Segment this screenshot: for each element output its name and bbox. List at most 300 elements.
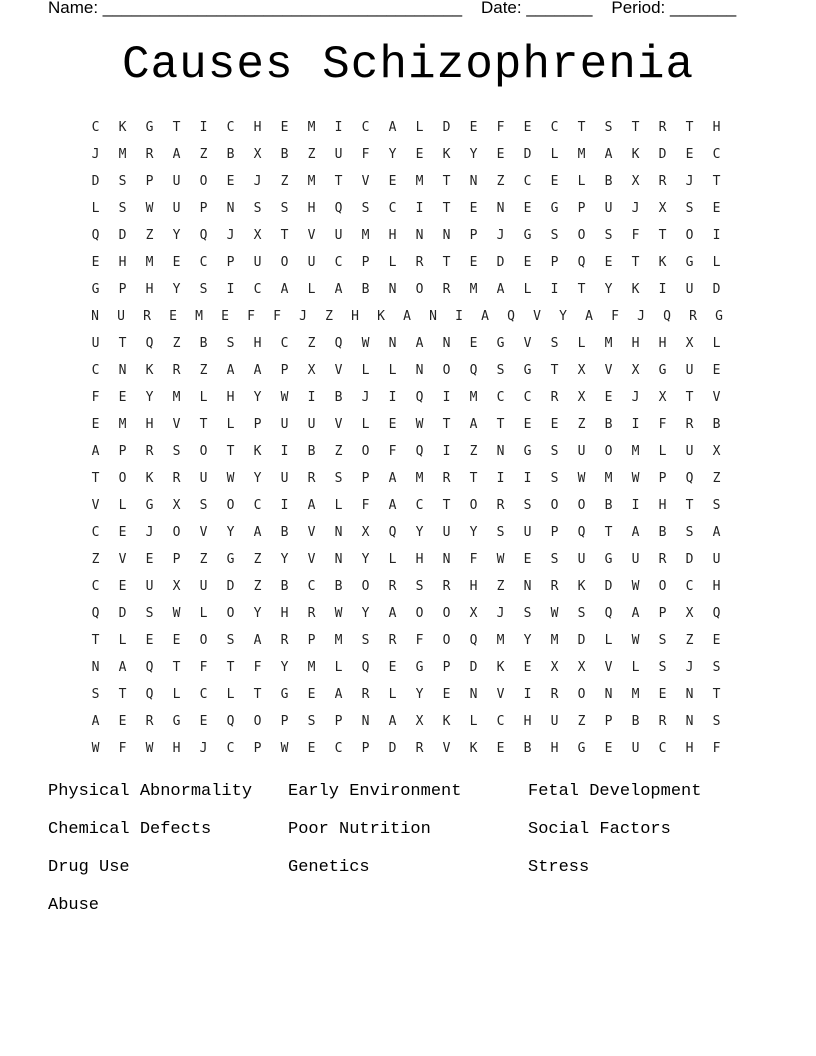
- word-bank-item: Chemical Defects: [48, 820, 212, 839]
- grid-letter: K: [631, 147, 640, 162]
- grid-letter: L: [118, 633, 127, 648]
- grid-letter: Q: [604, 606, 613, 621]
- grid-letter: O: [415, 282, 424, 297]
- grid-letter: R: [658, 120, 667, 135]
- grid-letter: Z: [307, 147, 316, 162]
- grid-letter: T: [172, 120, 181, 135]
- grid-letter: X: [685, 606, 694, 621]
- grid-letter: U: [631, 552, 640, 567]
- grid-letter: E: [307, 687, 316, 702]
- grid-row: [82, 303, 732, 330]
- grid-letter: Q: [91, 228, 100, 243]
- grid-letter: Q: [334, 201, 343, 216]
- grid-letter: D: [226, 579, 235, 594]
- grid-letter: N: [685, 687, 694, 702]
- grid-letter: N: [685, 714, 694, 729]
- grid-letter: C: [253, 282, 262, 297]
- grid-letter: A: [307, 498, 316, 513]
- grid-letter: Z: [577, 714, 586, 729]
- grid-letter: C: [415, 498, 424, 513]
- grid-letter: L: [307, 282, 316, 297]
- grid-letter: E: [145, 552, 154, 567]
- grid-letter: R: [307, 606, 316, 621]
- grid-letter: L: [577, 336, 586, 351]
- grid-letter: S: [685, 525, 694, 540]
- word-bank: [48, 780, 768, 917]
- grid-letter: R: [550, 390, 559, 405]
- grid-letter: H: [280, 606, 289, 621]
- grid-letter: V: [118, 552, 127, 567]
- grid-letter: J: [496, 606, 505, 621]
- grid-letter: M: [469, 390, 478, 405]
- grid-letter: E: [469, 336, 478, 351]
- grid-letter: R: [550, 687, 559, 702]
- grid-letter: S: [550, 228, 559, 243]
- grid-letter: L: [388, 552, 397, 567]
- grid-letter: A: [469, 417, 478, 432]
- grid-letter: E: [118, 390, 127, 405]
- grid-letter: A: [403, 309, 411, 324]
- grid-letter: Q: [199, 228, 208, 243]
- grid-letter: G: [523, 228, 532, 243]
- grid-letter: A: [481, 309, 489, 324]
- grid-letter: E: [712, 633, 721, 648]
- grid-letter: K: [145, 363, 154, 378]
- grid-letter: F: [658, 417, 667, 432]
- grid-letter: I: [199, 120, 208, 135]
- grid-letter: R: [172, 363, 181, 378]
- grid-letter: I: [712, 228, 721, 243]
- grid-letter: T: [118, 336, 127, 351]
- grid-letter: D: [496, 255, 505, 270]
- grid-letter: L: [577, 174, 586, 189]
- grid-letter: B: [361, 282, 370, 297]
- grid-letter: A: [118, 660, 127, 675]
- grid-letter: M: [604, 471, 613, 486]
- grid-letter: G: [523, 363, 532, 378]
- grid-letter: U: [442, 525, 451, 540]
- grid-letter: C: [496, 714, 505, 729]
- grid-letter: N: [429, 309, 437, 324]
- grid-letter: E: [221, 309, 229, 324]
- grid-letter: C: [523, 390, 532, 405]
- grid-letter: W: [631, 579, 640, 594]
- grid-letter: A: [172, 147, 181, 162]
- grid-letter: E: [604, 255, 613, 270]
- grid-letter: T: [226, 444, 235, 459]
- grid-letter: E: [523, 552, 532, 567]
- grid-letter: L: [415, 120, 424, 135]
- grid-letter: W: [496, 552, 505, 567]
- grid-letter: T: [253, 687, 262, 702]
- grid-letter: V: [199, 525, 208, 540]
- grid-letter: G: [415, 660, 424, 675]
- grid-letter: I: [658, 282, 667, 297]
- grid-letter: B: [280, 579, 289, 594]
- grid-letter: S: [145, 606, 154, 621]
- grid-letter: V: [523, 336, 532, 351]
- grid-letter: N: [496, 444, 505, 459]
- grid-letter: S: [226, 633, 235, 648]
- grid-letter: C: [712, 147, 721, 162]
- word-bank-item: Poor Nutrition: [288, 820, 431, 839]
- grid-letter: X: [712, 444, 721, 459]
- grid-letter: L: [361, 417, 370, 432]
- grid-letter: T: [631, 120, 640, 135]
- grid-letter: V: [334, 363, 343, 378]
- grid-letter: O: [577, 498, 586, 513]
- grid-letter: N: [334, 552, 343, 567]
- grid-letter: F: [712, 741, 721, 756]
- grid-letter: H: [712, 579, 721, 594]
- grid-letter: E: [91, 255, 100, 270]
- grid-letter: W: [91, 741, 100, 756]
- grid-letter: Z: [199, 552, 208, 567]
- grid-letter: W: [280, 390, 289, 405]
- word-bank-item: Physical Abnormality: [48, 782, 253, 801]
- grid-letter: L: [550, 147, 559, 162]
- grid-row: [82, 141, 732, 168]
- grid-letter: B: [280, 525, 289, 540]
- grid-letter: H: [469, 579, 478, 594]
- grid-letter: S: [496, 363, 505, 378]
- grid-letter: O: [118, 471, 127, 486]
- grid-letter: H: [351, 309, 359, 324]
- grid-letter: X: [253, 147, 262, 162]
- grid-letter: X: [469, 606, 478, 621]
- grid-letter: A: [253, 525, 262, 540]
- grid-letter: R: [388, 579, 397, 594]
- grid-letter: F: [415, 633, 424, 648]
- grid-letter: U: [280, 471, 289, 486]
- grid-letter: U: [172, 201, 181, 216]
- grid-letter: M: [415, 174, 424, 189]
- grid-letter: J: [299, 309, 307, 324]
- grid-letter: L: [172, 687, 181, 702]
- grid-letter: C: [199, 687, 208, 702]
- grid-letter: T: [226, 660, 235, 675]
- grid-letter: X: [550, 660, 559, 675]
- grid-letter: R: [388, 633, 397, 648]
- grid-letter: P: [253, 417, 262, 432]
- grid-letter: K: [145, 471, 154, 486]
- grid-letter: E: [712, 201, 721, 216]
- grid-letter: A: [712, 525, 721, 540]
- grid-letter: Y: [469, 525, 478, 540]
- grid-letter: J: [631, 201, 640, 216]
- grid-letter: S: [712, 660, 721, 675]
- grid-letter: Y: [145, 390, 154, 405]
- grid-letter: P: [145, 174, 154, 189]
- grid-letter: T: [442, 201, 451, 216]
- grid-letter: E: [658, 687, 667, 702]
- grid-letter: S: [550, 336, 559, 351]
- grid-letter: C: [334, 741, 343, 756]
- grid-letter: S: [280, 201, 289, 216]
- grid-letter: D: [442, 120, 451, 135]
- grid-letter: M: [469, 282, 478, 297]
- grid-letter: X: [253, 228, 262, 243]
- grid-letter: U: [685, 363, 694, 378]
- grid-letter: R: [496, 498, 505, 513]
- grid-letter: Q: [145, 660, 154, 675]
- grid-letter: L: [523, 282, 532, 297]
- grid-letter: C: [226, 741, 235, 756]
- grid-row: [82, 492, 732, 519]
- grid-letter: S: [199, 282, 208, 297]
- grid-letter: U: [577, 552, 586, 567]
- grid-letter: R: [361, 687, 370, 702]
- grid-letter: B: [631, 714, 640, 729]
- grid-letter: P: [118, 282, 127, 297]
- grid-letter: S: [658, 633, 667, 648]
- grid-letter: S: [307, 714, 316, 729]
- grid-letter: P: [280, 363, 289, 378]
- grid-letter: I: [388, 390, 397, 405]
- grid-letter: I: [523, 471, 532, 486]
- grid-letter: S: [604, 228, 613, 243]
- grid-letter: C: [91, 525, 100, 540]
- grid-letter: P: [307, 633, 316, 648]
- grid-letter: Q: [712, 606, 721, 621]
- grid-letter: G: [577, 741, 586, 756]
- grid-letter: W: [631, 633, 640, 648]
- grid-row: [82, 600, 732, 627]
- grid-letter: X: [685, 336, 694, 351]
- grid-letter: V: [307, 525, 316, 540]
- grid-letter: Q: [334, 336, 343, 351]
- grid-letter: M: [361, 228, 370, 243]
- grid-letter: T: [469, 471, 478, 486]
- grid-letter: B: [199, 336, 208, 351]
- grid-row: [82, 573, 732, 600]
- grid-letter: S: [550, 552, 559, 567]
- grid-letter: S: [523, 606, 532, 621]
- grid-letter: K: [377, 309, 385, 324]
- grid-letter: T: [577, 282, 586, 297]
- grid-letter: K: [253, 444, 262, 459]
- grid-letter: Z: [199, 147, 208, 162]
- grid-letter: D: [388, 741, 397, 756]
- grid-letter: R: [442, 282, 451, 297]
- grid-row: [82, 519, 732, 546]
- grid-letter: E: [415, 147, 424, 162]
- grid-letter: J: [631, 390, 640, 405]
- grid-letter: T: [91, 471, 100, 486]
- grid-letter: R: [172, 471, 181, 486]
- grid-letter: X: [577, 363, 586, 378]
- grid-letter: T: [118, 687, 127, 702]
- grid-letter: T: [685, 120, 694, 135]
- grid-letter: W: [172, 606, 181, 621]
- grid-letter: E: [307, 741, 316, 756]
- grid-letter: A: [226, 363, 235, 378]
- grid-letter: U: [685, 444, 694, 459]
- grid-letter: A: [388, 471, 397, 486]
- grid-row: [82, 681, 732, 708]
- grid-letter: L: [334, 498, 343, 513]
- grid-letter: G: [226, 552, 235, 567]
- grid-letter: P: [226, 255, 235, 270]
- grid-letter: H: [388, 228, 397, 243]
- grid-letter: L: [361, 363, 370, 378]
- grid-letter: R: [145, 147, 154, 162]
- grid-letter: T: [631, 255, 640, 270]
- grid-letter: H: [658, 336, 667, 351]
- grid-letter: W: [415, 417, 424, 432]
- grid-letter: E: [118, 714, 127, 729]
- grid-letter: Z: [469, 444, 478, 459]
- grid-letter: A: [496, 282, 505, 297]
- grid-letter: A: [388, 606, 397, 621]
- grid-letter: C: [496, 390, 505, 405]
- grid-letter: N: [118, 363, 127, 378]
- grid-letter: Z: [577, 417, 586, 432]
- grid-letter: I: [455, 309, 463, 324]
- grid-letter: A: [334, 687, 343, 702]
- grid-letter: G: [685, 255, 694, 270]
- grid-letter: M: [307, 120, 316, 135]
- grid-letter: I: [334, 120, 343, 135]
- grid-letter: G: [523, 444, 532, 459]
- grid-letter: Y: [415, 687, 424, 702]
- grid-letter: Z: [325, 309, 333, 324]
- grid-letter: Z: [496, 579, 505, 594]
- word-bank-item: Social Factors: [528, 820, 671, 839]
- grid-letter: U: [280, 417, 289, 432]
- grid-letter: A: [604, 147, 613, 162]
- grid-letter: A: [253, 363, 262, 378]
- grid-letter: R: [145, 714, 154, 729]
- grid-letter: O: [226, 606, 235, 621]
- grid-letter: T: [685, 390, 694, 405]
- grid-letter: E: [172, 255, 181, 270]
- grid-letter: A: [253, 633, 262, 648]
- grid-letter: S: [685, 201, 694, 216]
- grid-letter: C: [91, 579, 100, 594]
- grid-letter: Y: [415, 525, 424, 540]
- grid-letter: R: [307, 471, 316, 486]
- grid-letter: O: [199, 174, 208, 189]
- grid-letter: W: [280, 741, 289, 756]
- grid-letter: J: [685, 174, 694, 189]
- grid-letter: P: [199, 201, 208, 216]
- grid-letter: U: [577, 444, 586, 459]
- grid-letter: C: [280, 336, 289, 351]
- grid-letter: S: [523, 498, 532, 513]
- grid-letter: D: [469, 660, 478, 675]
- grid-letter: X: [172, 579, 181, 594]
- grid-letter: P: [334, 714, 343, 729]
- grid-letter: X: [631, 174, 640, 189]
- grid-letter: T: [442, 417, 451, 432]
- grid-letter: O: [361, 579, 370, 594]
- grid-letter: L: [199, 390, 208, 405]
- grid-letter: E: [523, 255, 532, 270]
- grid-letter: S: [712, 498, 721, 513]
- grid-letter: T: [712, 174, 721, 189]
- grid-letter: I: [550, 282, 559, 297]
- grid-letter: A: [631, 606, 640, 621]
- grid-letter: S: [361, 201, 370, 216]
- grid-letter: T: [577, 120, 586, 135]
- grid-letter: B: [226, 147, 235, 162]
- grid-letter: S: [91, 687, 100, 702]
- grid-letter: R: [143, 309, 151, 324]
- grid-letter: Z: [496, 174, 505, 189]
- grid-letter: J: [637, 309, 645, 324]
- grid-letter: E: [712, 363, 721, 378]
- grid-letter: A: [388, 120, 397, 135]
- grid-letter: Y: [172, 282, 181, 297]
- grid-letter: C: [658, 741, 667, 756]
- grid-letter: Q: [91, 606, 100, 621]
- grid-letter: M: [631, 687, 640, 702]
- grid-row: [82, 546, 732, 573]
- grid-letter: V: [712, 390, 721, 405]
- grid-letter: U: [685, 282, 694, 297]
- grid-letter: N: [388, 282, 397, 297]
- grid-letter: P: [118, 444, 127, 459]
- grid-letter: C: [361, 120, 370, 135]
- grid-letter: U: [334, 147, 343, 162]
- grid-letter: I: [442, 444, 451, 459]
- grid-letter: Y: [361, 552, 370, 567]
- grid-letter: S: [604, 120, 613, 135]
- grid-letter: J: [199, 741, 208, 756]
- grid-letter: Z: [172, 336, 181, 351]
- letter-grid: [82, 114, 732, 762]
- grid-letter: O: [550, 498, 559, 513]
- grid-letter: R: [658, 714, 667, 729]
- grid-row: [82, 114, 732, 141]
- grid-letter: D: [577, 633, 586, 648]
- grid-letter: Z: [712, 471, 721, 486]
- grid-letter: L: [388, 687, 397, 702]
- grid-letter: K: [658, 255, 667, 270]
- grid-letter: B: [334, 390, 343, 405]
- grid-letter: C: [307, 579, 316, 594]
- grid-letter: K: [118, 120, 127, 135]
- grid-letter: O: [280, 255, 289, 270]
- grid-letter: L: [118, 498, 127, 513]
- grid-letter: A: [388, 714, 397, 729]
- grid-letter: G: [658, 363, 667, 378]
- grid-letter: J: [226, 228, 235, 243]
- grid-letter: P: [361, 741, 370, 756]
- grid-letter: M: [307, 174, 316, 189]
- grid-letter: S: [199, 498, 208, 513]
- grid-letter: P: [361, 471, 370, 486]
- grid-letter: B: [604, 417, 613, 432]
- grid-letter: N: [388, 336, 397, 351]
- grid-letter: T: [658, 228, 667, 243]
- grid-letter: T: [91, 633, 100, 648]
- grid-letter: M: [550, 633, 559, 648]
- grid-letter: Q: [577, 525, 586, 540]
- grid-letter: S: [496, 525, 505, 540]
- grid-letter: Q: [663, 309, 671, 324]
- grid-letter: W: [361, 336, 370, 351]
- grid-letter: T: [685, 498, 694, 513]
- grid-letter: P: [280, 714, 289, 729]
- grid-letter: B: [604, 498, 613, 513]
- grid-letter: V: [604, 660, 613, 675]
- grid-letter: P: [658, 471, 667, 486]
- grid-letter: L: [658, 444, 667, 459]
- grid-letter: Q: [415, 444, 424, 459]
- grid-letter: P: [604, 714, 613, 729]
